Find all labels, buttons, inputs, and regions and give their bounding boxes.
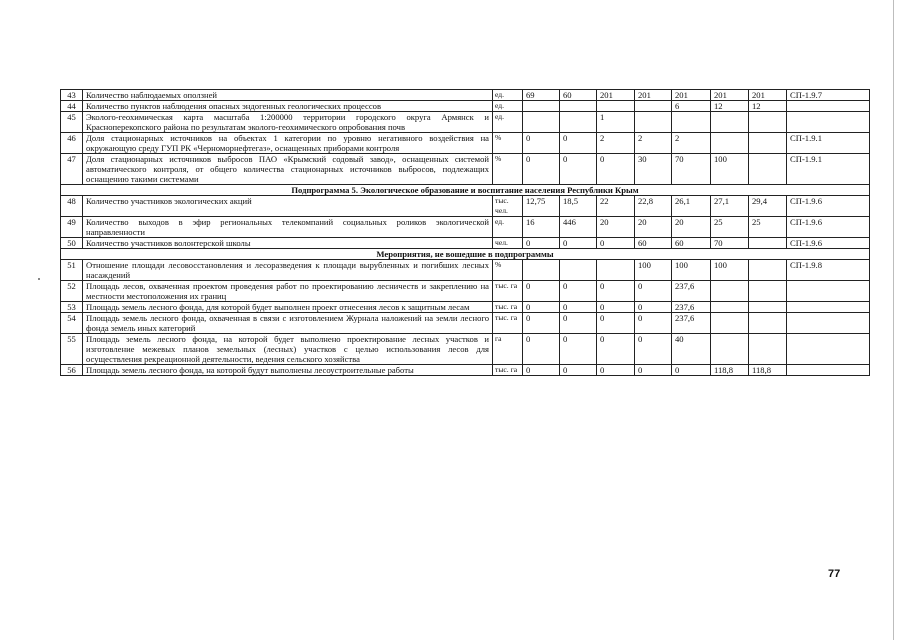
value-cell: 201 <box>597 90 635 101</box>
indicator-name: Площадь земель лесного фонда, охваченная в связи с изготовлением Журнала наложений на земли лесного фонда земель иных категорий <box>83 313 493 334</box>
table-row <box>61 133 870 154</box>
value-cell: 237,6 <box>672 313 711 334</box>
value-cell: 0 <box>560 302 597 313</box>
table-row <box>61 313 870 334</box>
value-cell <box>597 260 635 281</box>
code-cell <box>787 365 870 376</box>
value-cell <box>749 302 787 313</box>
scan-speck <box>38 278 40 280</box>
unit-cell: % <box>493 133 523 154</box>
code-cell <box>787 281 870 302</box>
value-cell <box>523 101 560 112</box>
indicator-name: Количество выходов в эфир региональных телекомпаний социальных роликов экологической направленности <box>83 217 493 238</box>
row-number: 46 <box>61 133 83 154</box>
indicator-name: Доля стационарных источников выбросов ПАО «Крымский содовый завод», оснащенных системой автоматического контроля, от общего количества стационарных источников выбросов, подлежащих оснащению такими системами <box>83 154 493 185</box>
value-cell: 0 <box>635 365 672 376</box>
indicator-name: Количество наблюдаемых оползней <box>83 90 493 101</box>
value-cell: 40 <box>672 334 711 365</box>
indicator-name: Доля стационарных источников на объектах 1 категории по уровню негативного воздействия на окружающую среду ГУП РК «Черноморнефтегаз», оснащенных приборами контроля <box>83 133 493 154</box>
value-cell: 100 <box>635 260 672 281</box>
value-cell: 20 <box>597 217 635 238</box>
table-row <box>61 238 870 249</box>
code-cell <box>787 334 870 365</box>
table-row <box>61 281 870 302</box>
unit-cell: ед. <box>493 217 523 238</box>
value-cell: 0 <box>523 238 560 249</box>
value-cell: 60 <box>560 90 597 101</box>
code-cell: СП-1.9.6 <box>787 217 870 238</box>
value-cell: 0 <box>523 281 560 302</box>
value-cell <box>560 112 597 133</box>
row-number: 50 <box>61 238 83 249</box>
value-cell: 237,6 <box>672 281 711 302</box>
section-header-row <box>61 185 870 196</box>
value-cell: 201 <box>711 90 749 101</box>
indicators-table-body <box>61 90 870 376</box>
row-number: 43 <box>61 90 83 101</box>
section-header-row <box>61 249 870 260</box>
row-number: 44 <box>61 101 83 112</box>
value-cell <box>749 112 787 133</box>
value-cell: 6 <box>672 101 711 112</box>
value-cell: 26,1 <box>672 196 711 217</box>
row-number: 54 <box>61 313 83 334</box>
value-cell: 0 <box>560 281 597 302</box>
value-cell <box>749 260 787 281</box>
table-row <box>61 90 870 101</box>
unit-cell: тыс. га <box>493 365 523 376</box>
value-cell: 0 <box>597 334 635 365</box>
section-title: Мероприятия, не вошедшие в подпрограммы <box>61 249 870 260</box>
indicator-name: Эколого-геохимическая карта масштаба 1:200000 территории городского округа Армянск и Красноперекопского района по результатам эколого-геохимического опробования почв <box>83 112 493 133</box>
indicator-name: Площадь земель лесного фонда, на которой будет выполнено проектирование лесных участков и изготовление межевых планов земельных (лесных) участков с целью использования лесов для осуществления рекреационной деятельности, ведения сельского хозяйства <box>83 334 493 365</box>
value-cell <box>711 302 749 313</box>
code-cell: СП-1.9.6 <box>787 238 870 249</box>
row-number: 56 <box>61 365 83 376</box>
value-cell: 0 <box>635 334 672 365</box>
value-cell: 0 <box>560 334 597 365</box>
value-cell: 100 <box>672 260 711 281</box>
value-cell: 0 <box>523 313 560 334</box>
indicator-name: Количество участников волонтерской школы <box>83 238 493 249</box>
value-cell: 0 <box>597 281 635 302</box>
indicator-name: Площадь лесов, охваченная проектом проведения работ по проектированию лесничеств и закреплению на местности местоположения их границ <box>83 281 493 302</box>
row-number: 48 <box>61 196 83 217</box>
value-cell: 100 <box>711 154 749 185</box>
page-number: 77 <box>828 568 841 580</box>
value-cell: 0 <box>597 365 635 376</box>
section-title: Подпрограмма 5. Экологическое образование и воспитание населения Республики Крым <box>61 185 870 196</box>
value-cell: 0 <box>597 313 635 334</box>
value-cell: 1 <box>597 112 635 133</box>
value-cell: 0 <box>523 334 560 365</box>
value-cell: 2 <box>672 133 711 154</box>
value-cell: 25 <box>749 217 787 238</box>
value-cell: 0 <box>635 313 672 334</box>
value-cell: 18,5 <box>560 196 597 217</box>
code-cell <box>787 302 870 313</box>
unit-cell: тыс. га <box>493 313 523 334</box>
value-cell: 12 <box>749 101 787 112</box>
code-cell: СП-1.9.7 <box>787 90 870 101</box>
value-cell <box>749 238 787 249</box>
value-cell <box>749 154 787 185</box>
code-cell <box>787 313 870 334</box>
value-cell <box>560 260 597 281</box>
row-number: 49 <box>61 217 83 238</box>
value-cell <box>597 101 635 112</box>
value-cell <box>672 112 711 133</box>
code-cell <box>787 101 870 112</box>
unit-cell: га <box>493 334 523 365</box>
table-row <box>61 101 870 112</box>
code-cell: СП-1.9.1 <box>787 154 870 185</box>
value-cell: 0 <box>560 365 597 376</box>
table-row <box>61 196 870 217</box>
value-cell: 0 <box>597 302 635 313</box>
table-row <box>61 334 870 365</box>
value-cell: 70 <box>672 154 711 185</box>
row-number: 52 <box>61 281 83 302</box>
value-cell: 0 <box>523 365 560 376</box>
value-cell <box>749 133 787 154</box>
value-cell: 0 <box>635 302 672 313</box>
value-cell: 0 <box>560 133 597 154</box>
value-cell: 237,6 <box>672 302 711 313</box>
code-cell: СП-1.9.1 <box>787 133 870 154</box>
unit-cell: ед. <box>493 112 523 133</box>
value-cell <box>749 334 787 365</box>
row-number: 53 <box>61 302 83 313</box>
value-cell: 69 <box>523 90 560 101</box>
table-row <box>61 365 870 376</box>
value-cell: 0 <box>635 281 672 302</box>
value-cell: 0 <box>672 365 711 376</box>
indicator-name: Отношение площади лесовосстановления и лесоразведения к площади вырубленных и погибших лесных насаждений <box>83 260 493 281</box>
value-cell: 100 <box>711 260 749 281</box>
unit-cell: ед. <box>493 90 523 101</box>
value-cell <box>711 313 749 334</box>
row-number: 45 <box>61 112 83 133</box>
value-cell <box>560 101 597 112</box>
value-cell: 201 <box>749 90 787 101</box>
value-cell: 201 <box>635 90 672 101</box>
value-cell <box>711 281 749 302</box>
value-cell <box>635 101 672 112</box>
value-cell: 0 <box>523 133 560 154</box>
scan-edge-line <box>893 0 894 640</box>
value-cell: 22,8 <box>635 196 672 217</box>
value-cell: 2 <box>635 133 672 154</box>
code-cell: СП-1.9.6 <box>787 196 870 217</box>
value-cell: 446 <box>560 217 597 238</box>
indicator-name: Площадь земель лесного фонда, для которой будет выполнен проект отнесения лесов к защитным лесам <box>83 302 493 313</box>
table-row <box>61 112 870 133</box>
row-number: 47 <box>61 154 83 185</box>
indicator-name: Площадь земель лесного фонда, на которой будут выполнены лесоустроительные работы <box>83 365 493 376</box>
value-cell: 2 <box>597 133 635 154</box>
value-cell: 20 <box>672 217 711 238</box>
value-cell: 0 <box>560 154 597 185</box>
value-cell: 0 <box>523 302 560 313</box>
code-cell: СП-1.9.8 <box>787 260 870 281</box>
value-cell: 29,4 <box>749 196 787 217</box>
value-cell: 201 <box>672 90 711 101</box>
unit-cell: тыс. га <box>493 281 523 302</box>
value-cell: 12,75 <box>523 196 560 217</box>
code-cell <box>787 112 870 133</box>
value-cell: 60 <box>635 238 672 249</box>
value-cell: 0 <box>523 154 560 185</box>
value-cell <box>711 133 749 154</box>
value-cell: 20 <box>635 217 672 238</box>
value-cell: 118,8 <box>749 365 787 376</box>
table-row <box>61 217 870 238</box>
value-cell: 27,1 <box>711 196 749 217</box>
value-cell <box>711 334 749 365</box>
value-cell <box>523 260 560 281</box>
row-number: 55 <box>61 334 83 365</box>
unit-cell: тыс. чел. <box>493 196 523 217</box>
table-row <box>61 154 870 185</box>
value-cell: 12 <box>711 101 749 112</box>
value-cell: 0 <box>597 238 635 249</box>
unit-cell: % <box>493 154 523 185</box>
table-row <box>61 302 870 313</box>
indicators-table <box>60 89 870 376</box>
table-row <box>61 260 870 281</box>
value-cell: 118,8 <box>711 365 749 376</box>
unit-cell: % <box>493 260 523 281</box>
value-cell <box>749 313 787 334</box>
value-cell: 0 <box>560 313 597 334</box>
unit-cell: чел. <box>493 238 523 249</box>
value-cell: 16 <box>523 217 560 238</box>
value-cell <box>635 112 672 133</box>
value-cell: 0 <box>560 238 597 249</box>
row-number: 51 <box>61 260 83 281</box>
value-cell: 22 <box>597 196 635 217</box>
value-cell <box>711 112 749 133</box>
value-cell: 60 <box>672 238 711 249</box>
unit-cell: ед. <box>493 101 523 112</box>
unit-cell: тыс. га <box>493 302 523 313</box>
value-cell <box>749 281 787 302</box>
value-cell: 25 <box>711 217 749 238</box>
value-cell: 70 <box>711 238 749 249</box>
indicator-name: Количество пунктов наблюдения опасных эндогенных геологических процессов <box>83 101 493 112</box>
value-cell <box>523 112 560 133</box>
indicator-name: Количество участников экологических акций <box>83 196 493 217</box>
value-cell: 0 <box>597 154 635 185</box>
value-cell: 30 <box>635 154 672 185</box>
